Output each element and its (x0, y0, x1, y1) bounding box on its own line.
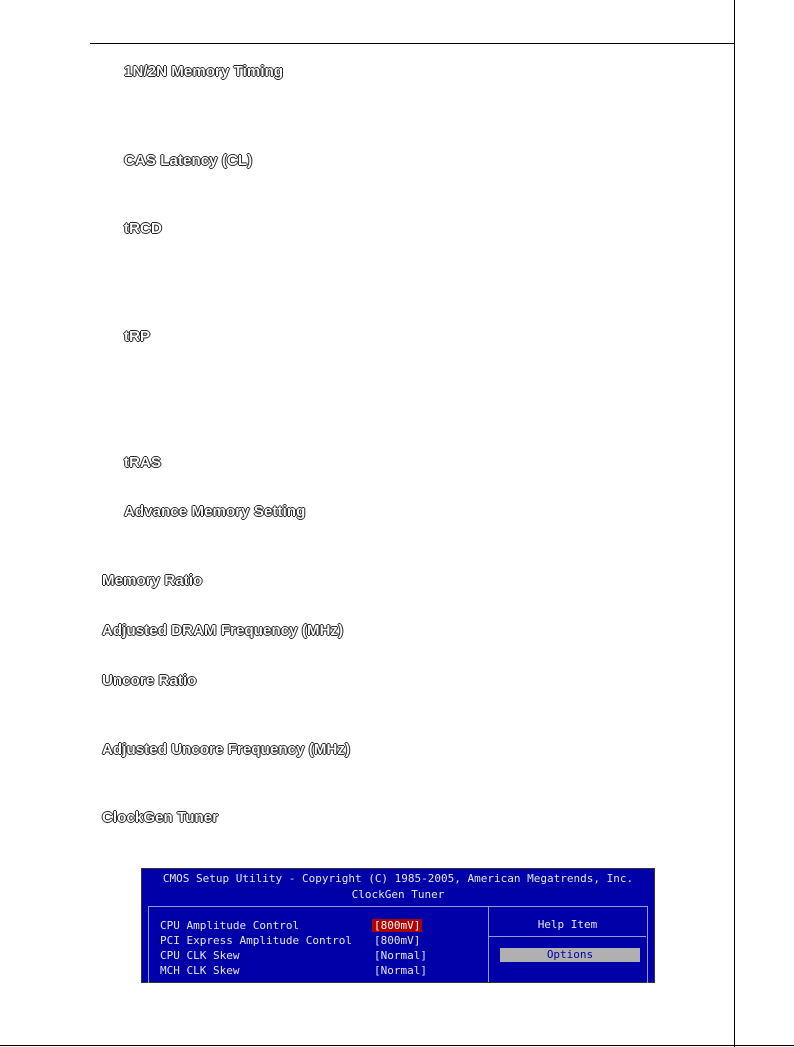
heading-tras: tRAS (124, 454, 162, 471)
bios-help-divider (489, 936, 646, 937)
heading-adjusted-dram-frequency: Adjusted DRAM Frequency (MHz) (102, 622, 344, 639)
top-rule (90, 43, 735, 44)
heading-uncore-ratio: Uncore Ratio (102, 672, 197, 689)
bios-row-label[interactable]: CPU Amplitude Control (160, 919, 300, 932)
bios-row-value[interactable]: [800mV] (374, 934, 421, 947)
bios-row-value[interactable]: [Normal] (374, 964, 427, 977)
heading-advance-memory-setting: Advance Memory Setting (124, 503, 306, 520)
heading-cas-latency: CAS Latency (CL) (124, 152, 253, 169)
bios-row-value[interactable]: [Normal] (374, 949, 427, 962)
side-rule (734, 0, 735, 1047)
bios-subtitle: ClockGen Tuner (351, 888, 445, 901)
bios-title: CMOS Setup Utility - Copyright (C) 1985-2005, American Megatrends, Inc. (162, 872, 634, 885)
bios-screenshot (141, 868, 655, 983)
bios-row-label[interactable]: MCH CLK Skew (160, 964, 240, 977)
heading-trcd: tRCD (124, 220, 162, 237)
heading-trp: tRP (124, 328, 151, 345)
heading-memory-ratio: Memory Ratio (102, 572, 203, 589)
heading-adjusted-uncore-frequency: Adjusted Uncore Frequency (MHz) (102, 741, 351, 758)
heading-clockgen-tuner: ClockGen Tuner (102, 809, 219, 826)
bios-help-title: Help Item (537, 918, 598, 931)
bios-row-value-selected[interactable]: [800mV] (374, 919, 421, 932)
bottom-rule (0, 1045, 794, 1046)
bios-row-label[interactable]: PCI Express Amplitude Control (160, 934, 353, 947)
bios-options-box: Options (500, 948, 640, 962)
heading-1n2n-memory-timing: 1N/2N Memory Timing (124, 63, 284, 80)
bios-row-label[interactable]: CPU CLK Skew (160, 949, 240, 962)
